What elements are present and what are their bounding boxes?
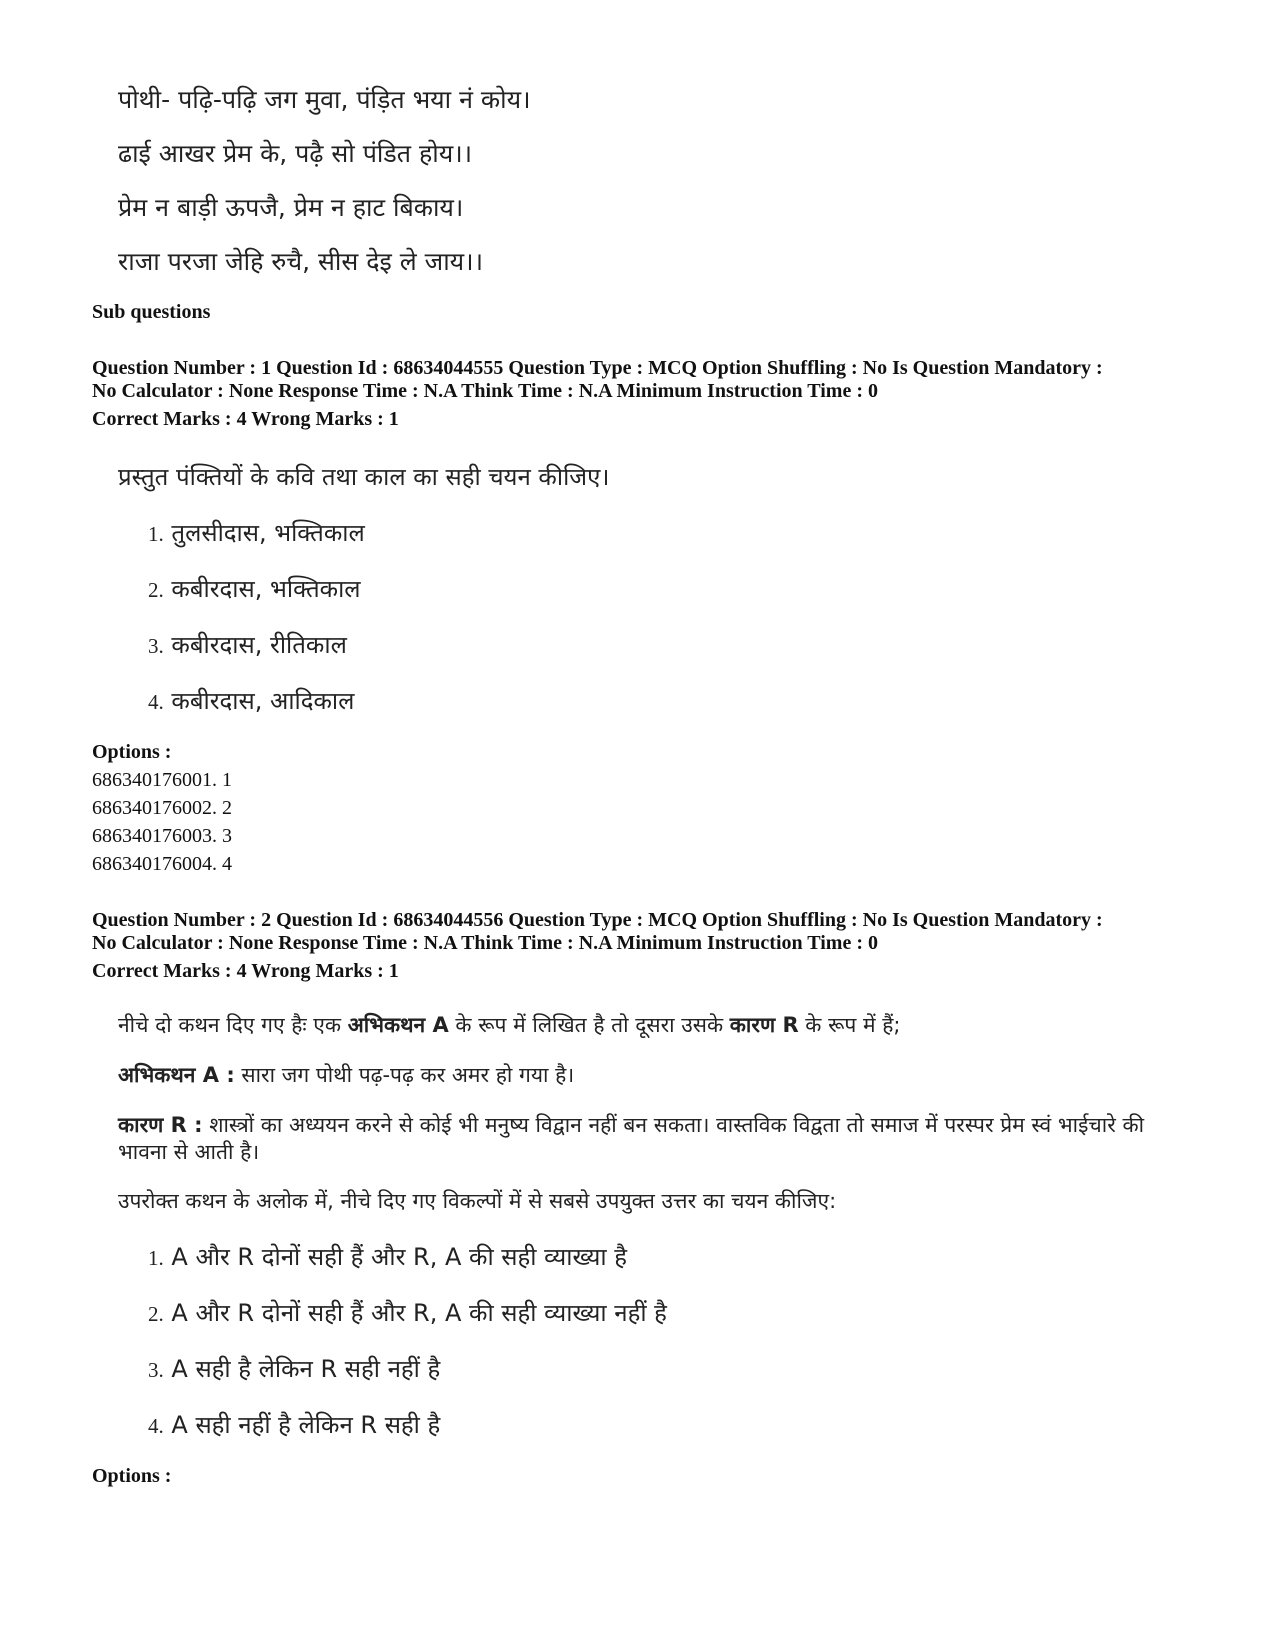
couplet-line-4: राजा परजा जेहि रुचै, सीस देइ ले जाय।। <box>118 247 484 276</box>
q2-choice-1-text: A और R दोनों सही हैं और R, A की सही व्याख्या है <box>171 1243 628 1271</box>
q2-choice-2-text: A और R दोनों सही हैं और R, A की सही व्याख्या नहीं है <box>171 1299 667 1327</box>
q2-intro <box>118 1012 1168 1039</box>
q2-reason-text: शास्त्रों का अध्ययन करने से कोई भी मनुष्य विद्वान नहीं बन सकता। वास्तविक विद्वता तो समाज में परस्पर प्रेम स्वं भाईचारे की भावना से आती है। <box>118 1113 1145 1164</box>
q1-option-code-1: 686340176001. 1 <box>92 769 232 791</box>
q1-choice-1 <box>148 516 365 549</box>
q2-reason <box>118 1112 1168 1166</box>
q1-choice-3 <box>148 628 347 661</box>
q1-options-label: Options : <box>92 741 172 763</box>
q2-choice-2 <box>148 1296 667 1329</box>
q2-meta-line-2: No Calculator : None Response Time : N.A Think Time : N.A Minimum Instruction Time : 0 <box>92 932 878 954</box>
q2-choice-3-text: A सही है लेकिन R सही नहीं है <box>171 1355 441 1383</box>
q1-option-code-2: 686340176002. 2 <box>92 797 232 819</box>
q2-marks: Correct Marks : 4 Wrong Marks : 1 <box>92 960 399 982</box>
q2-choice-2-num: 2. <box>148 1302 164 1326</box>
q1-prompt: प्रस्तुत पंक्तियों के कवि तथा काल का सही चयन कीजिए। <box>118 463 610 491</box>
q1-choice-1-text: तुलसीदास, भक्तिकाल <box>171 519 365 547</box>
q2-reason-label: कारण R : <box>118 1113 203 1137</box>
q2-intro-part-b: के रूप में लिखित है तो दूसरा उसके <box>448 1013 730 1037</box>
q1-meta-line-2: No Calculator : None Response Time : N.A Think Time : N.A Minimum Instruction Time : 0 <box>92 380 878 402</box>
q2-choice-1 <box>148 1240 627 1273</box>
q2-instruction: उपरोक्त कथन के अलोक में, नीचे दिए गए विकल्पों में से सबसे उपयुक्त उत्तर का चयन कीजिए: <box>118 1189 837 1213</box>
q2-options-label: Options : <box>92 1465 172 1487</box>
couplet-line-1: पोथी- पढ़ि-पढ़ि जग मुवा, पंड़ित भया नं कोय। <box>118 85 531 114</box>
q1-choice-2 <box>148 572 361 605</box>
q1-choice-3-num: 3. <box>148 634 164 658</box>
couplet-line-2: ढाई आखर प्रेम के, पढ़ै सो पंडित होय।। <box>118 139 473 168</box>
q1-option-code-3: 686340176003. 3 <box>92 825 232 847</box>
q2-assertion-text: सारा जग पोथी पढ़-पढ़ कर अमर हो गया है। <box>234 1063 575 1087</box>
q2-meta <box>92 909 1202 955</box>
q1-choice-3-text: कबीरदास, रीतिकाल <box>171 631 347 659</box>
q1-choice-1-num: 1. <box>148 522 164 546</box>
q2-assertion <box>118 1062 1168 1089</box>
q2-choice-4 <box>148 1408 440 1441</box>
q1-meta <box>92 357 1202 403</box>
q2-choice-3 <box>148 1352 440 1385</box>
couplet-line-3: प्रेम न बाड़ी ऊपजै, प्रेम न हाट बिकाय। <box>118 193 464 222</box>
q1-choice-4 <box>148 684 354 717</box>
q2-choice-4-text: A सही नहीं है लेकिन R सही है <box>171 1411 441 1439</box>
q1-option-code-4: 686340176004. 4 <box>92 853 232 875</box>
q2-intro-part-a: नीचे दो कथन दिए गए हैः एक <box>118 1013 348 1037</box>
q2-assertion-label: अभिकथन A : <box>118 1063 235 1087</box>
q2-intro-assertion-keyword: अभिकथन A <box>347 1013 449 1037</box>
q2-intro-reason-keyword: कारण R <box>729 1013 799 1037</box>
q1-choice-4-num: 4. <box>148 690 164 714</box>
q1-choice-4-text: कबीरदास, आदिकाल <box>171 687 355 715</box>
q1-choice-2-text: कबीरदास, भक्तिकाल <box>171 575 361 603</box>
q1-marks: Correct Marks : 4 Wrong Marks : 1 <box>92 408 399 430</box>
q2-meta-line-1: Question Number : 2 Question Id : 68634044556 Question Type : MCQ Option Shuffling : No Is Question Mandatory : <box>92 909 1103 931</box>
q1-choice-2-num: 2. <box>148 578 164 602</box>
sub-questions-heading: Sub questions <box>92 301 211 323</box>
q2-intro-part-c: के रूप में हैं; <box>798 1013 901 1037</box>
q2-choice-3-num: 3. <box>148 1358 164 1382</box>
q1-meta-line-1: Question Number : 1 Question Id : 68634044555 Question Type : MCQ Option Shuffling : No Is Question Mandatory : <box>92 357 1103 379</box>
q2-choice-4-num: 4. <box>148 1414 164 1438</box>
q2-choice-1-num: 1. <box>148 1246 164 1270</box>
